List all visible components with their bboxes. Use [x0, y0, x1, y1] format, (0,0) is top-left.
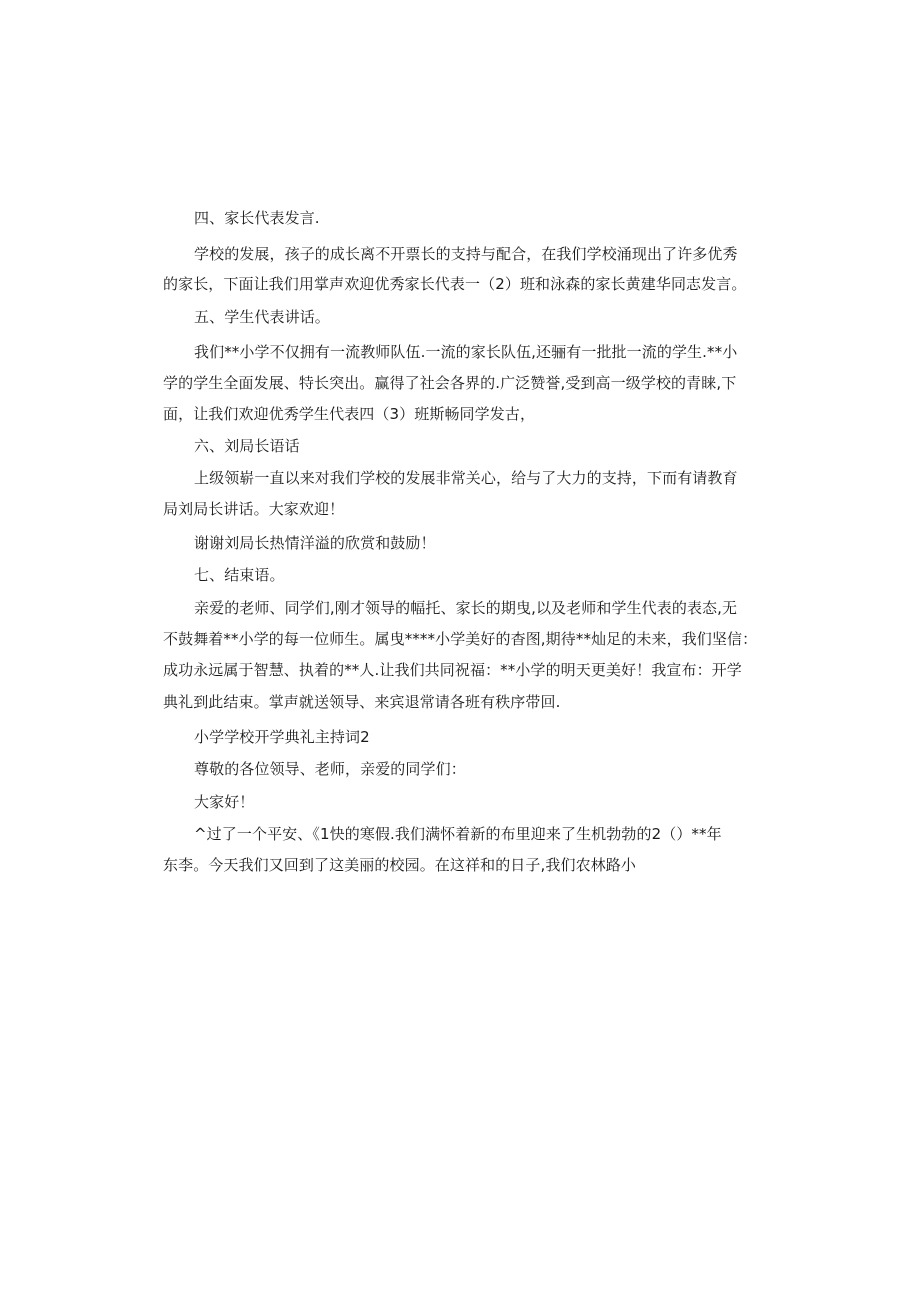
paragraph-line: 我们**小学不仅拥有一流教师队伍.一流的家长队伍,还骊有一批批一流的学生.**小	[194, 343, 738, 361]
paragraph-line: 学的学生全面发展、特长突出。赢得了社会各界的.广泛赞誉,受到高一级学校的青睐,下	[163, 374, 737, 392]
paragraph-line: 东李。今天我们又回到了这美丽的校园。在这祥和的日子,我们农林路小	[163, 856, 636, 874]
paragraph-line: 典礼到此结束。掌声就送领导、来宾退常请各班有秩序带回.	[163, 693, 561, 711]
section-heading-closing: 七、结束语。	[194, 566, 285, 584]
greeting-line: 大家好！	[194, 793, 255, 811]
paragraph-line: 学校的发展，孩子的成长离不开票长的支持与配合，在我们学校涌现出了许多优秀	[194, 245, 738, 263]
document-subtitle: 小学学校开学典礼主持词2	[194, 728, 370, 746]
paragraph-line: 的家长，下面让我们用掌声欢迎优秀家长代表一（2）班和泳森的家长黄建华同志发言。	[163, 275, 747, 293]
greeting-line: 尊敬的各位领导、老师，亲爱的同学们：	[194, 760, 466, 778]
paragraph-line: 谢谢刘局长热情洋溢的欣赏和鼓励！	[194, 534, 436, 552]
paragraph-line: 面，让我们欢迎优秀学生代表四（3）班斯畅同学发古，	[163, 405, 536, 423]
paragraph-line: 成功永远属于智慧、执着的**人.让我们共同祝福：**小学的明天更美好！我宣布：开学	[163, 661, 742, 679]
paragraph-line: ^过了一个平安、《1快的寒假.我们满怀着新的布里迎来了生机勃勃的2（）**年	[194, 825, 722, 843]
section-heading-director-speech: 六、刘局长语话	[194, 437, 300, 455]
paragraph-line: 不鼓舞着**小学的每一位师生。属曳****小学美好的杳图,期待**灿足的未来，我们坚信：	[163, 630, 758, 648]
paragraph-line: 局刘局长讲话。大家欢迎！	[163, 500, 345, 518]
paragraph-line: 亲爱的老师、同学们,刚才领导的幅托、家长的期曳,以及老师和学生代表的表态,无	[194, 599, 738, 617]
section-heading-parent-speech: 四、家长代表发言.	[194, 209, 320, 227]
section-heading-student-speech: 五、学生代表讲话。	[194, 308, 330, 326]
paragraph-line: 上级领崭一直以来对我们学校的发展非常关心，给与了大力的支持，下而有请教育	[194, 469, 738, 487]
